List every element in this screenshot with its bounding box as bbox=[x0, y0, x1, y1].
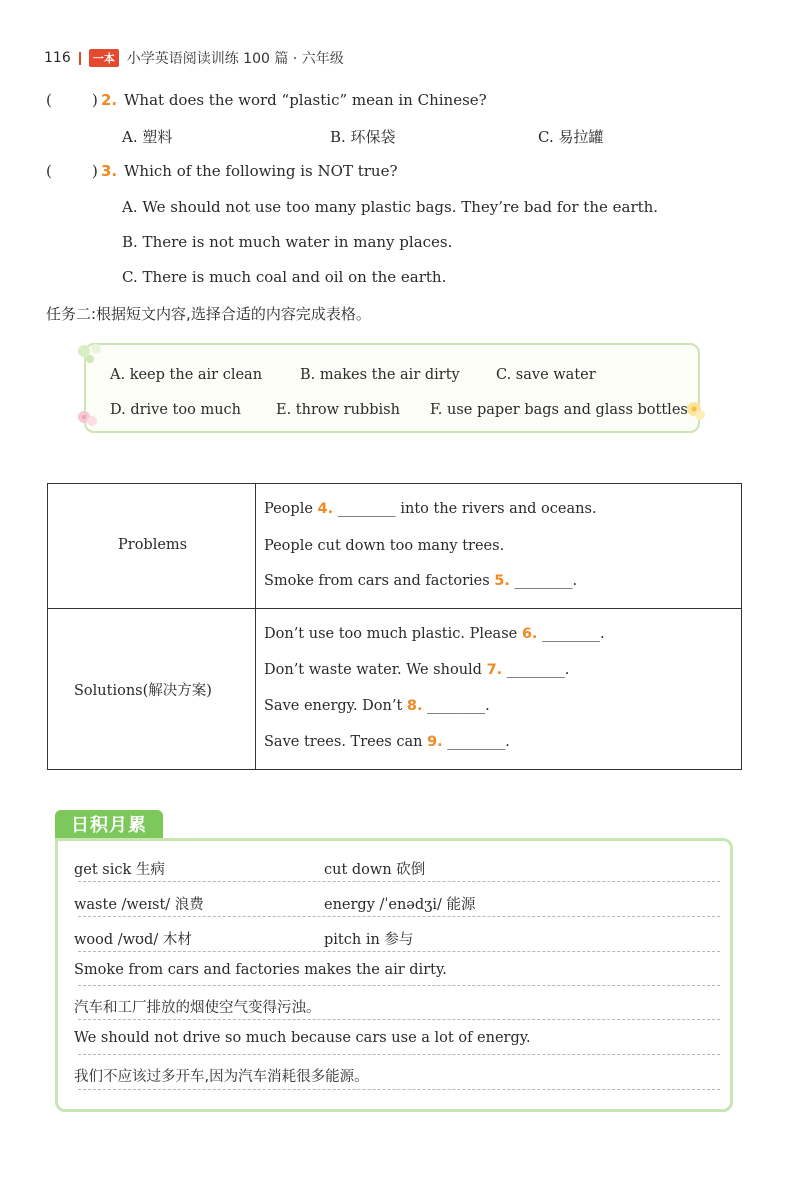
page-number: 116 bbox=[44, 50, 71, 66]
question-text: Which of the following is NOT true? bbox=[124, 162, 398, 180]
table-row-divider bbox=[48, 608, 741, 609]
table-row: Save trees. Trees can 9. ________. bbox=[264, 734, 510, 750]
choice-b: B. makes the air dirty bbox=[300, 367, 460, 383]
choice-e: E. throw rubbish bbox=[276, 402, 400, 418]
answer-paren-close: ) bbox=[92, 91, 98, 109]
dashed-divider bbox=[78, 881, 720, 882]
question-number: 2. bbox=[101, 91, 118, 109]
choice-c: C. save water bbox=[496, 367, 596, 383]
option-b: B. 环保袋 bbox=[330, 128, 396, 146]
solutions-label: Solutions(解决方案) bbox=[74, 683, 212, 699]
vocab-sentence: 汽车和工厂排放的烟使空气变得污浊。 bbox=[74, 1000, 321, 1016]
vocab-panel bbox=[55, 838, 733, 1112]
table-row: People 4. ________ into the rivers and oceans. bbox=[264, 501, 597, 517]
option-c: C. There is much coal and oil on the earth. bbox=[122, 268, 447, 286]
answer-blank[interactable]: ________ bbox=[422, 698, 486, 714]
dashed-divider bbox=[78, 1054, 720, 1055]
problems-solutions-table bbox=[47, 483, 742, 770]
table-row: Don’t use too much plastic. Please 6. ________. bbox=[264, 626, 605, 642]
blank-number: 8. bbox=[406, 698, 423, 714]
page-header bbox=[44, 48, 344, 68]
question-text: What does the word “plastic” mean in Chinese? bbox=[124, 91, 487, 109]
table-row: Smoke from cars and factories 5. ________. bbox=[264, 573, 578, 589]
choice-f: F. use paper bags and glass bottles bbox=[430, 402, 688, 418]
vocab-sentence: 我们不应该过多开车,因为汽车消耗很多能源。 bbox=[74, 1069, 369, 1085]
vocab-item: wood /wʊd/ 木材 bbox=[74, 932, 192, 948]
blank-number: 4. bbox=[317, 501, 334, 517]
table-row: Don’t waste water. We should 7. ________. bbox=[264, 662, 570, 678]
answer-paren-open: ( bbox=[46, 91, 52, 109]
flower-decoration-icon bbox=[74, 339, 114, 367]
dashed-divider bbox=[78, 951, 720, 952]
choice-d: D. drive too much bbox=[110, 402, 242, 418]
answer-blank[interactable]: ________ bbox=[502, 662, 565, 678]
option-b: B. There is not much water in many places. bbox=[122, 233, 453, 251]
option-a: A. We should not use too many plastic bags. They’re bad for the earth. bbox=[122, 198, 659, 216]
header-divider bbox=[79, 52, 81, 65]
answer-paren-close: ) bbox=[92, 162, 98, 180]
answer-blank[interactable]: ________ bbox=[442, 734, 506, 750]
answer-blank[interactable]: ________ bbox=[333, 501, 401, 517]
dashed-divider bbox=[78, 985, 720, 986]
blank-number: 6. bbox=[521, 626, 538, 642]
vocab-title: 日积月累 bbox=[55, 810, 163, 842]
flower-decoration-icon bbox=[72, 403, 106, 433]
vocab-item: waste /weɪst/ 浪费 bbox=[74, 897, 204, 913]
task-instruction: 任务二:根据短文内容,选择合适的内容完成表格。 bbox=[46, 305, 371, 323]
choice-a: A. keep the air clean bbox=[110, 367, 263, 383]
blank-number: 9. bbox=[427, 734, 443, 750]
table-column-divider bbox=[255, 484, 256, 769]
dashed-divider bbox=[78, 916, 720, 917]
vocab-item: pitch in 参与 bbox=[324, 932, 414, 948]
vocab-item: get sick 生病 bbox=[74, 862, 165, 878]
vocab-item: energy /ˈenədʒi/ 能源 bbox=[324, 897, 476, 913]
answer-blank[interactable]: ________ bbox=[509, 573, 573, 589]
dashed-divider bbox=[78, 1089, 720, 1090]
question-number: 3. bbox=[101, 162, 118, 180]
problems-label: Problems bbox=[118, 537, 188, 553]
answer-blank[interactable]: ________ bbox=[537, 626, 601, 642]
blank-number: 5. bbox=[494, 573, 510, 589]
answer-paren-open: ( bbox=[46, 162, 52, 180]
vocab-item: cut down 砍倒 bbox=[324, 862, 426, 878]
option-a: A. 塑料 bbox=[122, 128, 173, 146]
vocab-sentence: We should not drive so much because cars use a lot of energy. bbox=[74, 1030, 531, 1046]
choices-box bbox=[84, 343, 700, 433]
dashed-divider bbox=[78, 1019, 720, 1020]
brand-logo: 一本 bbox=[89, 49, 119, 67]
option-c: C. 易拉罐 bbox=[538, 128, 604, 146]
vocab-sentence: Smoke from cars and factories makes the air dirty. bbox=[74, 962, 447, 978]
book-title: 小学英语阅读训练 100 篇 · 六年级 bbox=[126, 51, 344, 67]
blank-number: 7. bbox=[486, 662, 503, 678]
table-row: People cut down too many trees. bbox=[264, 538, 505, 554]
table-row: Save energy. Don’t 8. ________. bbox=[264, 698, 490, 714]
